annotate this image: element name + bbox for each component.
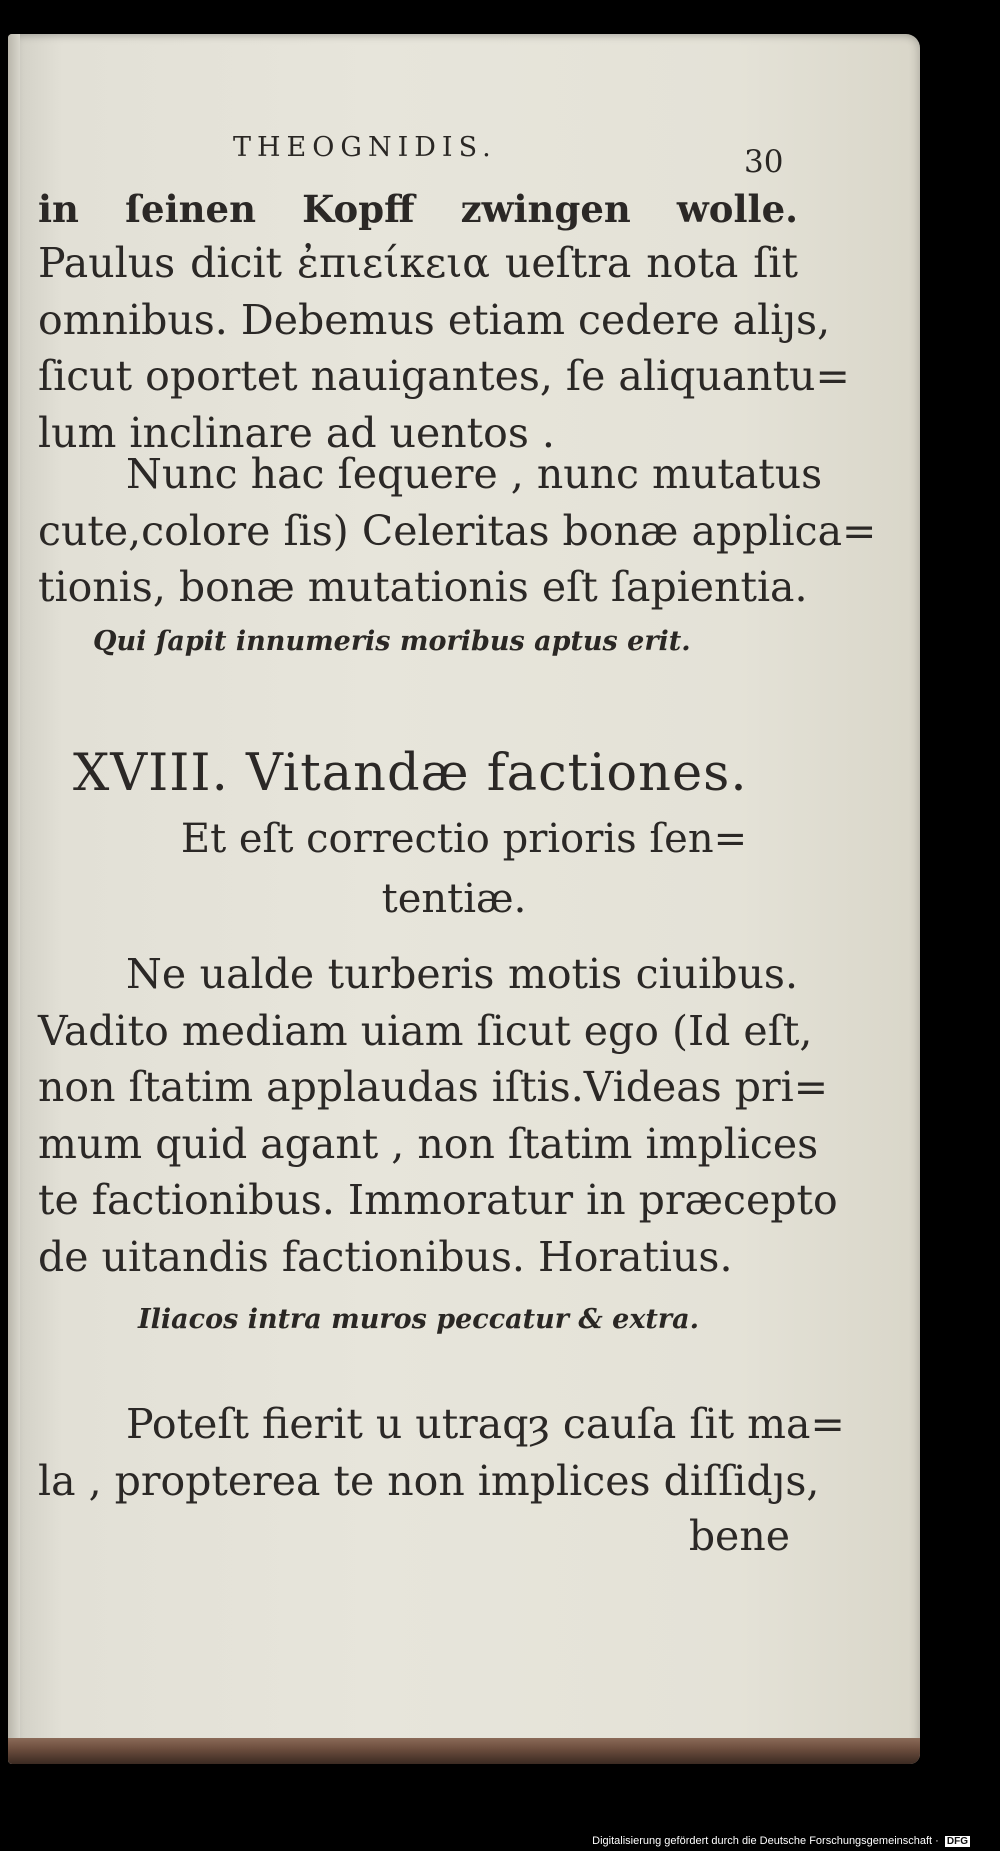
text-line: lum inclinare ad uentos . [38,408,555,457]
credit-text: Digitalisierung gefördert durch die Deutsche Forschungsgemeinschaft · [592,1835,939,1847]
page-header [8,104,920,180]
running-head: THEOGNIDIS. [233,132,497,163]
text-line: Paulus dicit ἐπιείκεια ueſtra nota ſit [38,239,798,288]
text-line: la , propterea te non implices diſſidȷs, [38,1456,820,1505]
page-bottom-edge [8,1738,920,1764]
quotation-2: Iliacos intra muros peccatur & extra. [138,1304,700,1335]
text-line: tionis, bonæ mutationis eſt ſapientia. [38,563,808,612]
quotation-1: Qui ſapit innumeris moribus aptus erit. [93,626,691,657]
text-line: omnibus. Debemus etiam cedere aliȷs, [38,295,831,344]
text-line: ſicut oportet nauigantes, ſe aliquantu= [38,352,850,401]
subheading-line-2: tentiæ. [381,876,527,922]
text-line: de uitandis factionibus. Horatius. [38,1232,733,1281]
text-line: Nunc hac ſequere , nunc mutatus [126,450,823,498]
dfg-logo-icon: DFG [946,1835,968,1847]
digitization-credit [592,1835,970,1847]
subheading-line-1: Et eſt correctio prioris ſen= [180,816,748,862]
paragraph-3 [38,946,838,1285]
text-line: Vadito mediam uiam ſicut ego (Id eſt, [38,1006,813,1055]
paragraph-4 [38,1396,845,1509]
text-line: non ſtatim applaudas iſtis.Videas pri= [38,1063,829,1112]
catchword: bene [688,1512,790,1560]
text-line: Poteſt fierit u utraqȝ cauſa ſit ma= [126,1400,845,1448]
paragraph-2 [38,446,877,616]
text-line: cute,colore ſis) Celeritas bonæ applica= [38,506,877,555]
text-line: te factionibus. Immoratur in præcepto [38,1176,838,1225]
book-page [8,34,920,1764]
text-line: mum quid agant , non ſtatim implices [38,1119,819,1168]
text-line: Ne ualde turberis motis ciuibus. [126,950,798,998]
text-line: in ſeinen Kopff zwingen wolle. [38,187,798,231]
section-heading: XVIII. Vitandæ factiones. [73,744,748,803]
paragraph-1 [38,184,850,461]
page-number: 30 [744,144,784,180]
